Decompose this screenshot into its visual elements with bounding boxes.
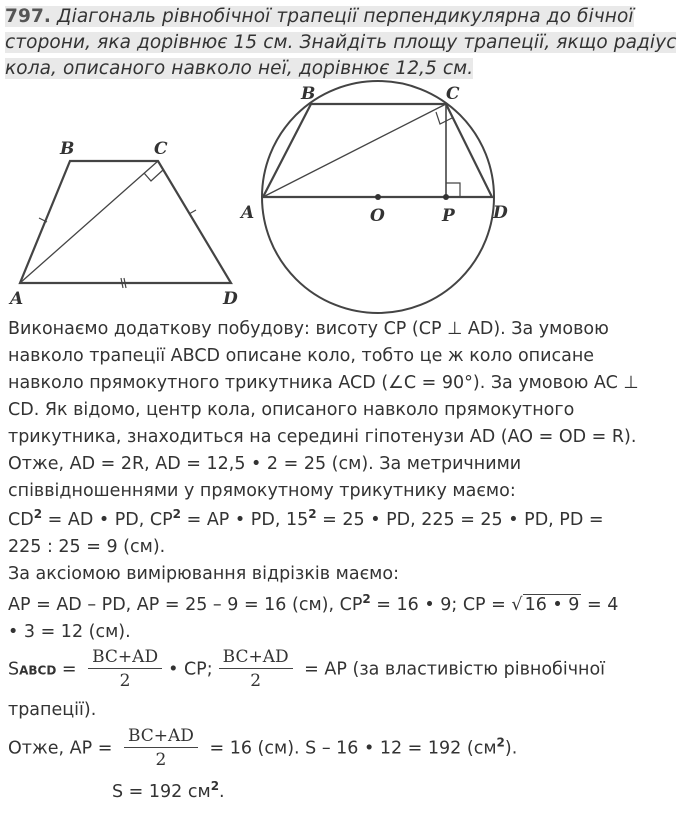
trapezoid-outline: [20, 161, 231, 283]
right-label-o: O: [370, 206, 385, 226]
right-label-a: A: [241, 203, 255, 223]
circle-figure: [262, 81, 494, 313]
right-label-p: P: [442, 206, 455, 226]
figures: [0, 0, 695, 320]
solution-line-1: Виконаємо додаткову побудову: висоту CP (CP ⊥ AD). За умовою: [8, 319, 609, 339]
fraction-denominator: 2: [250, 671, 262, 691]
tick-cd: [189, 210, 196, 214]
fraction-area: [88, 646, 162, 693]
sqrt-argument: 16 • 9: [524, 595, 580, 615]
final-period: .: [219, 782, 225, 802]
fraction-denominator: 2: [155, 750, 167, 770]
solution-line-6: Отже, AD = 2R, AD = 12,5 • 2 = 25 (см). За метричними: [8, 454, 522, 474]
text-cp-part: • CP;: [168, 659, 213, 680]
diagonal-ac-right: [263, 104, 446, 197]
solution-line-9: 225 : 25 = 9 (см).: [8, 537, 166, 557]
text-therefore-ap: Отже, AP =: [8, 738, 118, 759]
exp-2: 2: [210, 779, 220, 793]
solution-line-4: CD. Як відомо, центр кола, описаного навколо прямокутного: [8, 400, 575, 420]
text-cd: CD: [8, 510, 34, 530]
exp-2: 2: [33, 507, 43, 521]
exp-2: 2: [362, 592, 371, 606]
solution-line-11: [8, 592, 618, 619]
problem-line-1: Діагональ рівнобічної трапеції перпендикулярна до бічної: [51, 6, 634, 27]
text-ap-pd: = AP • PD, 15: [181, 510, 309, 530]
s-letter: S: [8, 659, 20, 680]
fraction-ap-2: [124, 725, 198, 772]
left-label-c: C: [154, 139, 168, 159]
point-p: [443, 194, 449, 200]
text-ap: AP = AD – PD, AP = 25 – 9 = 16 (см), CP: [8, 595, 363, 615]
right-angle-mark-c: [436, 112, 452, 124]
fraction-numerator: BC+AD: [124, 725, 198, 748]
solution-line-3: навколо прямокутного трикутника ACD (∠C = 90°). За умовою AC ⊥: [8, 373, 639, 393]
fraction-numerator: BC+AD: [88, 646, 162, 669]
solution-line-5: трикутника, знаходиться на середині гіпотенузи AD (AO = OD = R).: [8, 427, 637, 447]
text-close: ).: [504, 738, 518, 759]
text-ad-pd: = AD • PD, CP: [42, 510, 173, 530]
problem-line-2: сторони, яка дорівнює 15 см. Знайдіть площу трапеції, якщо радіус: [5, 32, 677, 53]
solution-line-7: співвідношеннями у прямокутному трикутнику маємо:: [8, 481, 516, 501]
s-subscript: ABCD: [19, 663, 57, 678]
final-answer: S = 192 см: [112, 782, 211, 802]
solution-line-2: навколо трапеції ABCD описане коло, тобто це ж коло описане: [8, 346, 595, 366]
problem-line-3: кола, описаного навколо неї, дорівнює 12,5 см.: [5, 58, 474, 79]
left-label-a: A: [10, 289, 24, 309]
fraction-ap: [219, 646, 293, 693]
point-o: [375, 194, 381, 200]
exp-2: 2: [496, 735, 505, 750]
equals: =: [56, 659, 83, 680]
solution-line-16: [112, 779, 225, 806]
text-cp: = 16 • 9; CP =: [370, 595, 512, 615]
text-area-calc: = 16 (см). S – 16 • 12 = 192 (см: [203, 738, 497, 759]
text-pd-eq: = 25 • PD, 225 = 25 • PD, PD =: [316, 510, 604, 530]
trapezoid-figure: [20, 161, 231, 288]
left-label-b: B: [60, 139, 75, 159]
solution-line-10: За аксіомою вимірювання відрізків маємо:: [8, 564, 399, 584]
diagonal-ac: [20, 161, 158, 283]
right-label-d: D: [493, 203, 508, 223]
solution-line-15: [8, 725, 517, 772]
exp-2: 2: [308, 507, 317, 521]
text-ap-part: = AP (за властивістю рівнобічної: [298, 659, 606, 680]
left-label-d: D: [223, 289, 238, 309]
solution-line-13: [8, 646, 605, 693]
solution-line-14: трапеції).: [8, 700, 97, 720]
text-eq-4: = 4: [581, 595, 619, 615]
sqrt-sign: √: [511, 595, 523, 615]
exp-2: 2: [172, 507, 182, 521]
solution-line-12: • 3 = 12 (см).: [8, 622, 131, 642]
fraction-numerator: BC+AD: [219, 646, 293, 669]
solution-line-8: [8, 507, 604, 534]
right-label-b: B: [301, 84, 316, 104]
right-label-c: C: [446, 84, 460, 104]
fraction-denominator: 2: [119, 671, 131, 691]
problem-number: 797.: [5, 6, 52, 27]
